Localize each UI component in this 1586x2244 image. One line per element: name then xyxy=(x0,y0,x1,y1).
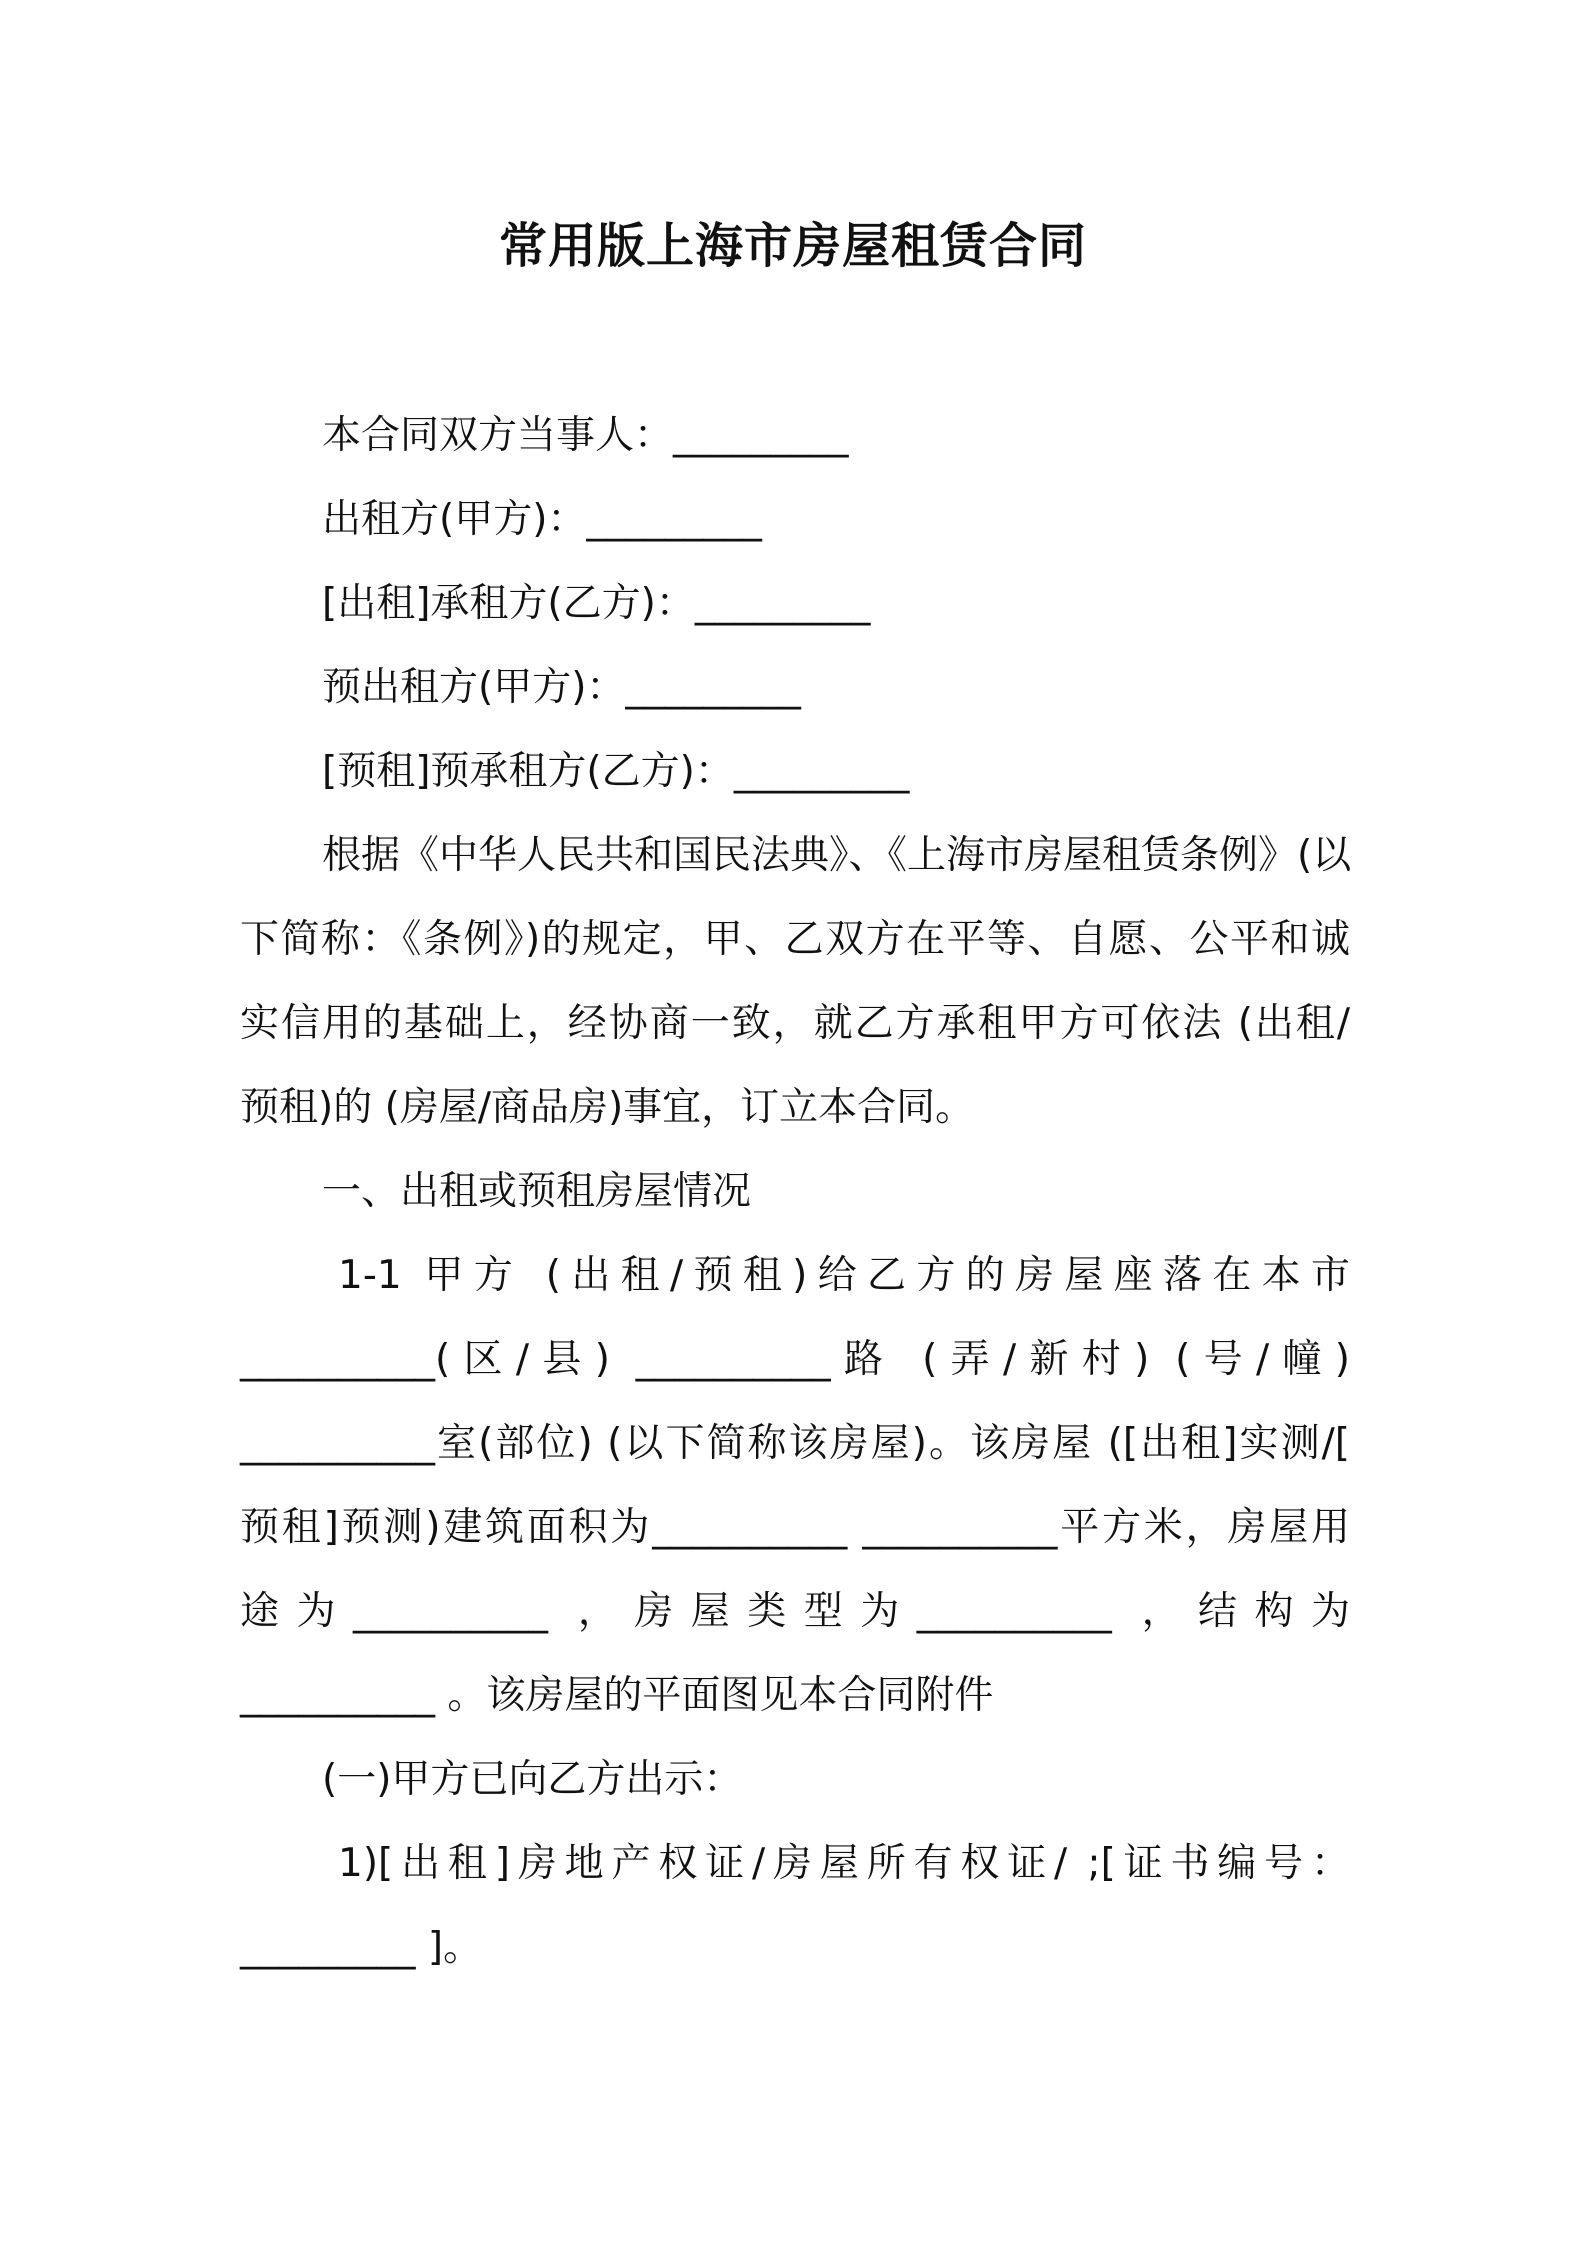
lessee-line: [出租]承租方(乙方)：_________ xyxy=(322,581,871,626)
clause-line: __________(区/县) __________路 (弄/新村) (号/幢) xyxy=(240,1337,1350,1382)
lessor-line: 出租方(甲方)：_________ xyxy=(322,497,762,542)
certificate-line: _________ ]。 xyxy=(240,1925,483,1970)
clause-line: 途为__________ ，房屋类型为__________ ，结构为 xyxy=(240,1589,1350,1634)
clause-line: __________ 。该房屋的平面图见本合同附件 xyxy=(240,1673,994,1718)
clause-line: __________室(部位) (以下简称该房屋)。该房屋 ([出租]实测/[ xyxy=(240,1421,1350,1466)
paragraph-line: 根据《中华人民共和国民法典》、《上海市房屋租赁条例》(以 xyxy=(322,833,1352,878)
clause-line: 预租]预测)建筑面积为__________ __________平方米，房屋用 xyxy=(240,1505,1350,1550)
clause-line: 1-1 甲方 (出租/预租)给乙方的房屋座落在本市 xyxy=(338,1253,1350,1298)
document-title: 常用版上海市房屋租赁合同 xyxy=(498,218,1087,274)
party-line: 本合同双方当事人：_________ xyxy=(322,413,849,458)
subsection-heading: (一)甲方已向乙方出示： xyxy=(322,1757,743,1802)
paragraph-line: 预租)的 (房屋/商品房)事宜，订立本合同。 xyxy=(240,1085,975,1130)
paragraph-line: 实信用的基础上，经协商一致，就乙方承租甲方可依法 (出租/ xyxy=(240,1001,1350,1046)
pre-lessee-line: [预租]预承租方(乙方)：_________ xyxy=(322,749,910,794)
pre-lessor-line: 预出租方(甲方)：_________ xyxy=(322,665,801,710)
paragraph-line: 下简称：《条例》)的规定，甲、乙双方在平等、自愿、公平和诚 xyxy=(240,917,1350,962)
certificate-line: 1)[出租]房地产权证/房屋所有权证/ ;[证书编号： xyxy=(338,1841,1350,1886)
section-heading: 一、出租或预租房屋情况 xyxy=(322,1169,752,1214)
